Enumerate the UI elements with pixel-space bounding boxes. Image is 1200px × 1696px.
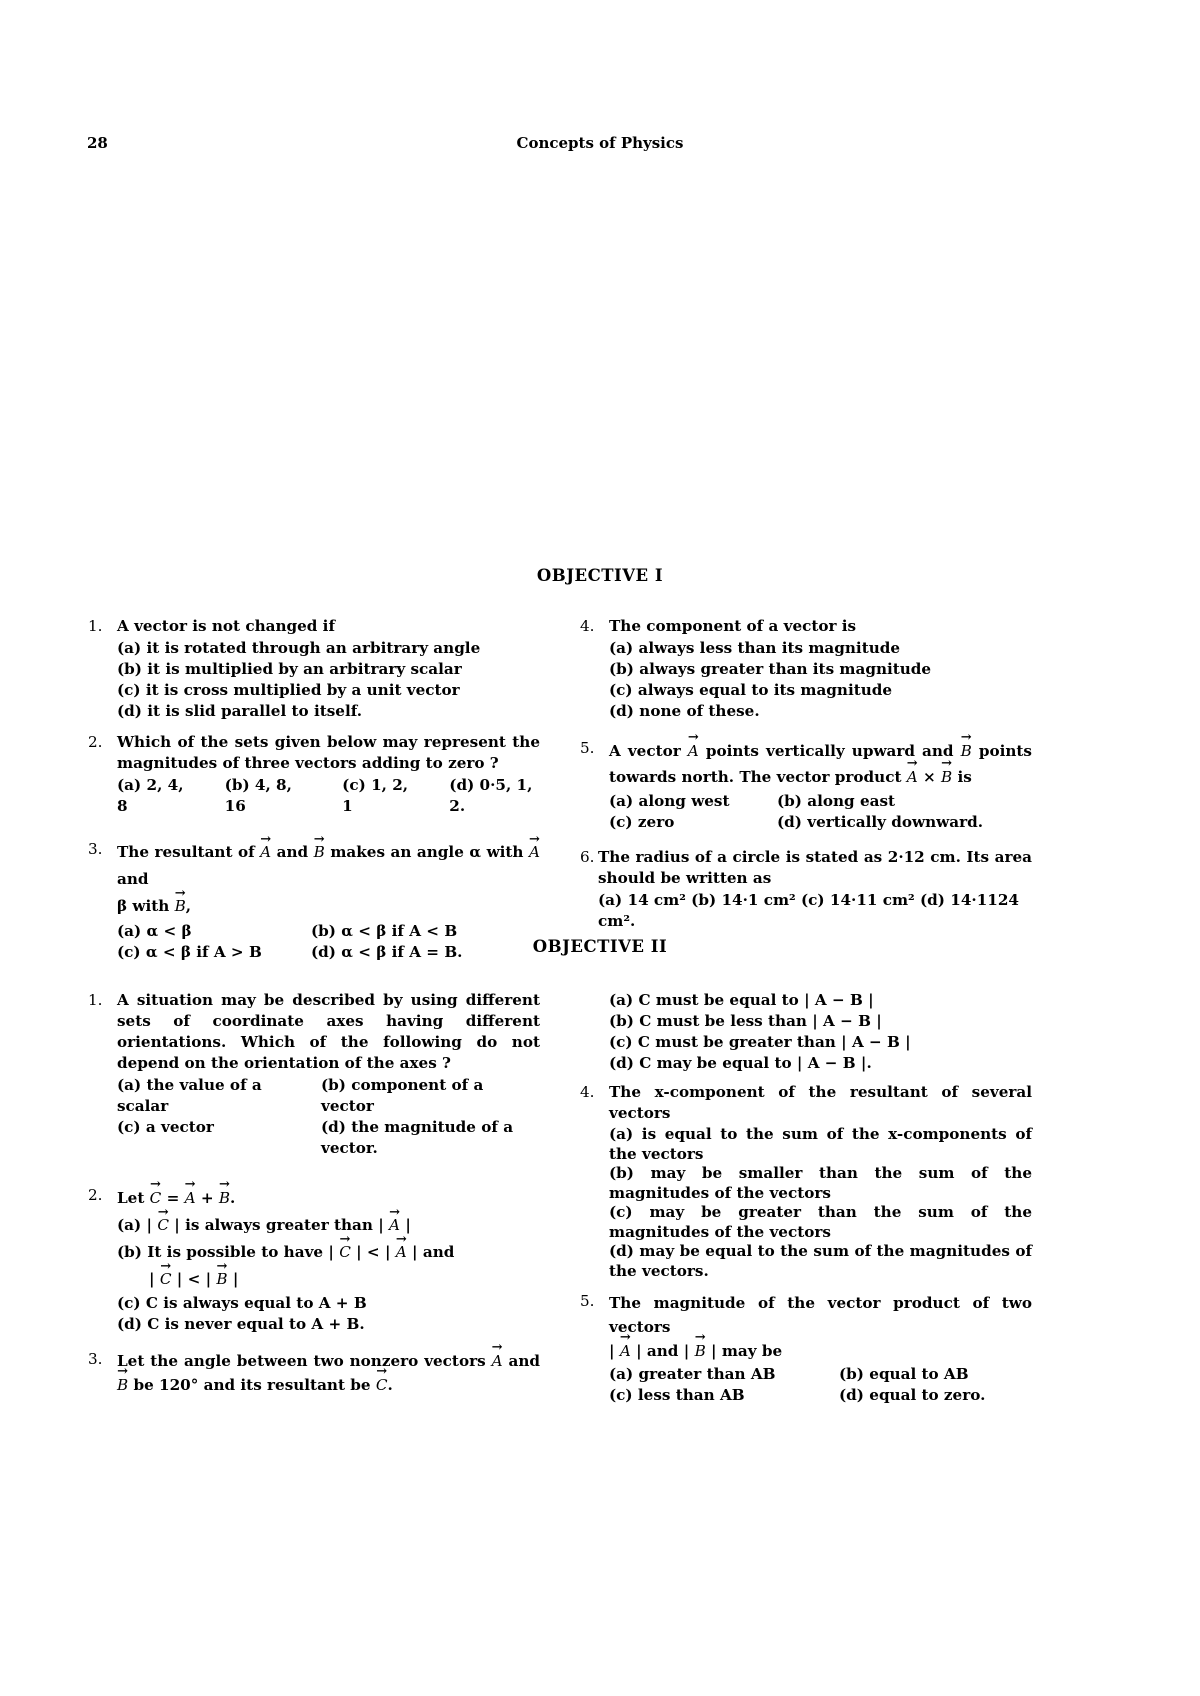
option-b: (b) always greater than its magnitude xyxy=(609,660,932,678)
option-c: (c) zero xyxy=(609,813,675,831)
vector-b: → B xyxy=(216,1266,227,1293)
obj2-question-5 xyxy=(580,1291,1032,1406)
vector-c: → C xyxy=(339,1239,351,1266)
obj1-question-1 xyxy=(88,616,540,722)
vector-b: → B xyxy=(219,1185,230,1211)
vector-b: → B xyxy=(314,839,325,866)
question-stem: The magnitude of the vector product of two vectors | → A | and | → B | may be xyxy=(609,1291,1032,1363)
objective-2-right-column xyxy=(580,990,1032,1416)
option-a: (a) 2, 4, 8 xyxy=(117,776,184,815)
vector-a: → A xyxy=(396,1239,407,1266)
vector-a: → A xyxy=(185,1185,196,1211)
option-c: (c) less than AB xyxy=(609,1386,745,1404)
options xyxy=(609,1125,1032,1281)
running-head xyxy=(87,134,1113,154)
option-d: (d) 0·5, 1, 2. xyxy=(449,776,533,815)
option-c: (c) C must be greater than | A − B | xyxy=(609,1033,911,1051)
question-number: 1. xyxy=(88,617,103,635)
obj2-question-4 xyxy=(580,1082,1032,1281)
book-title: Concepts of Physics xyxy=(516,134,684,152)
question-number: 3. xyxy=(88,1350,103,1368)
options xyxy=(117,775,540,817)
options xyxy=(609,1364,1032,1406)
question-stem: Let → C = → A + → B. xyxy=(117,1177,540,1211)
option-b: (b) α < β if A < B xyxy=(311,922,458,940)
obj1-question-2 xyxy=(88,732,540,817)
option-b: (b) It is possible to have | → C | < | → A | and xyxy=(117,1239,540,1266)
question-stem: Which of the sets given below may represent the magnitudes of three vectors adding to zero ? xyxy=(117,733,540,772)
option-a: (a) C must be equal to | A − B | xyxy=(609,991,874,1009)
option-b: (b) C must be less than | A − B | xyxy=(609,1012,882,1030)
question-number: 2. xyxy=(88,1186,103,1204)
vector-c: → C xyxy=(160,1266,172,1293)
obj1-question-5 xyxy=(580,738,1032,833)
option-b: (b) equal to AB xyxy=(839,1365,969,1383)
question-stem: Let the angle between two nonzero vectors → A and → B be 120° and its resultant be → C. xyxy=(117,1343,540,1397)
vector-c: → C xyxy=(376,1373,388,1397)
vector-a: → A xyxy=(492,1349,503,1373)
question-number: 1. xyxy=(88,991,103,1009)
question-number: 4. xyxy=(580,1083,595,1101)
option-a: (a) is equal to the sum of the x-components of the vectors xyxy=(609,1125,1032,1163)
question-stem: A situation may be described by using different sets of coordinate axes having different orientations. Which of the following do not depend on the orientation of the axes ? xyxy=(117,991,540,1072)
option-b: (b) along east xyxy=(777,792,896,810)
question-number: 3. xyxy=(88,840,103,858)
question-number: 2. xyxy=(88,733,103,751)
question-stem: The x-component of the resultant of several vectors xyxy=(609,1083,1032,1122)
vector-b: → B xyxy=(941,764,952,790)
options xyxy=(598,890,1032,932)
objective-2-heading: OBJECTIVE II xyxy=(532,937,668,956)
option-d: (d) the magnitude of a vector. xyxy=(321,1118,514,1157)
option-d: (d) may be equal to the sum of the magnitudes of the vectors. xyxy=(609,1242,1032,1280)
options xyxy=(117,1212,540,1335)
objective-1-right-column xyxy=(580,616,1032,942)
option-c: (c) always equal to its magnitude xyxy=(609,681,893,699)
option-b-continued: | → C | < | → B | xyxy=(117,1266,540,1293)
obj2-question-3-options xyxy=(580,990,1032,1074)
option-a: (a) greater than AB xyxy=(609,1365,776,1383)
question-stem: The component of a vector is xyxy=(609,617,857,635)
vector-b: → B xyxy=(117,1373,128,1397)
vector-b: → B xyxy=(961,738,972,764)
option-b: (b) 4, 8, 16 xyxy=(224,776,292,815)
option-c: (c) C is always equal to A + B xyxy=(117,1294,367,1312)
obj2-question-1 xyxy=(88,990,540,1159)
question-number: 4. xyxy=(580,617,595,635)
option-c: (c) it is cross multiplied by a unit vector xyxy=(117,681,460,699)
option-c: (c) a vector xyxy=(117,1118,214,1136)
obj1-question-4 xyxy=(580,616,1032,722)
options xyxy=(609,638,1032,722)
options xyxy=(117,1075,540,1159)
obj2-question-2 xyxy=(88,1177,540,1335)
options xyxy=(117,638,540,722)
option-a: (a) it is rotated through an arbitrary angle xyxy=(117,639,481,657)
obj1-question-6 xyxy=(580,847,1032,932)
page-number: 28 xyxy=(87,134,108,152)
option-b: (b) may be smaller than the sum of the magnitudes of the vectors xyxy=(609,1164,1032,1202)
vector-a: → A xyxy=(688,738,699,764)
objective-1-left-column xyxy=(88,616,540,973)
option-d: (d) C may be equal to | A − B |. xyxy=(609,1054,872,1072)
option-c: (c) α < β if A > B xyxy=(117,943,262,961)
vector-a: → A xyxy=(620,1339,631,1363)
option-d: (d) none of these. xyxy=(609,702,760,720)
vector-b: → B xyxy=(175,893,186,920)
option-a: (a) α < β xyxy=(117,922,192,940)
vector-c: → C xyxy=(157,1212,169,1239)
question-stem: The resultant of → A and → B makes an angle α with → A and β with → B, xyxy=(117,839,540,920)
vector-c: → C xyxy=(150,1185,162,1211)
option-a: (a) | → C | is always greater than | → A | xyxy=(117,1212,540,1239)
vector-a: → A xyxy=(907,764,918,790)
vector-a: → A xyxy=(529,839,540,866)
option-d: (d) it is slid parallel to itself. xyxy=(117,702,362,720)
option-d: (d) vertically downward. xyxy=(777,813,983,831)
question-stem: A vector is not changed if xyxy=(117,617,335,635)
objective-2-left-column xyxy=(88,990,540,1407)
option-c: (c) may be greater than the sum of the magnitudes of the vectors xyxy=(609,1203,1032,1241)
question-number: 6. xyxy=(580,848,595,866)
option-d: (d) C is never equal to A + B. xyxy=(117,1315,365,1333)
question-number: 5. xyxy=(580,1292,595,1310)
option-a: (a) along west xyxy=(609,792,730,810)
option-d: (d) α < β if A = B. xyxy=(311,943,463,961)
vector-b: → B xyxy=(695,1339,706,1363)
obj2-question-3 xyxy=(88,1343,540,1397)
objective-1-heading: OBJECTIVE I xyxy=(536,566,664,585)
vector-a: → A xyxy=(260,839,271,866)
options-line: (a) 14 cm² (b) 14·1 cm² (c) 14·11 cm² (d) 14·1124 cm². xyxy=(598,891,1019,930)
question-stem: The radius of a circle is stated as 2·12 cm. Its area should be written as xyxy=(598,848,1032,887)
options xyxy=(609,791,1032,833)
option-a: (a) the value of a scalar xyxy=(117,1076,262,1115)
option-b: (b) it is multiplied by an arbitrary scalar xyxy=(117,660,462,678)
option-c: (c) 1, 2, 1 xyxy=(342,776,409,815)
option-b: (b) component of a vector xyxy=(321,1076,484,1115)
option-a: (a) always less than its magnitude xyxy=(609,639,901,657)
question-stem: A vector → A points vertically upward and → B points towards north. The vector product → A × → B is xyxy=(609,738,1032,790)
option-d: (d) equal to zero. xyxy=(839,1386,986,1404)
vector-a: → A xyxy=(389,1212,400,1239)
question-number: 5. xyxy=(580,739,595,757)
